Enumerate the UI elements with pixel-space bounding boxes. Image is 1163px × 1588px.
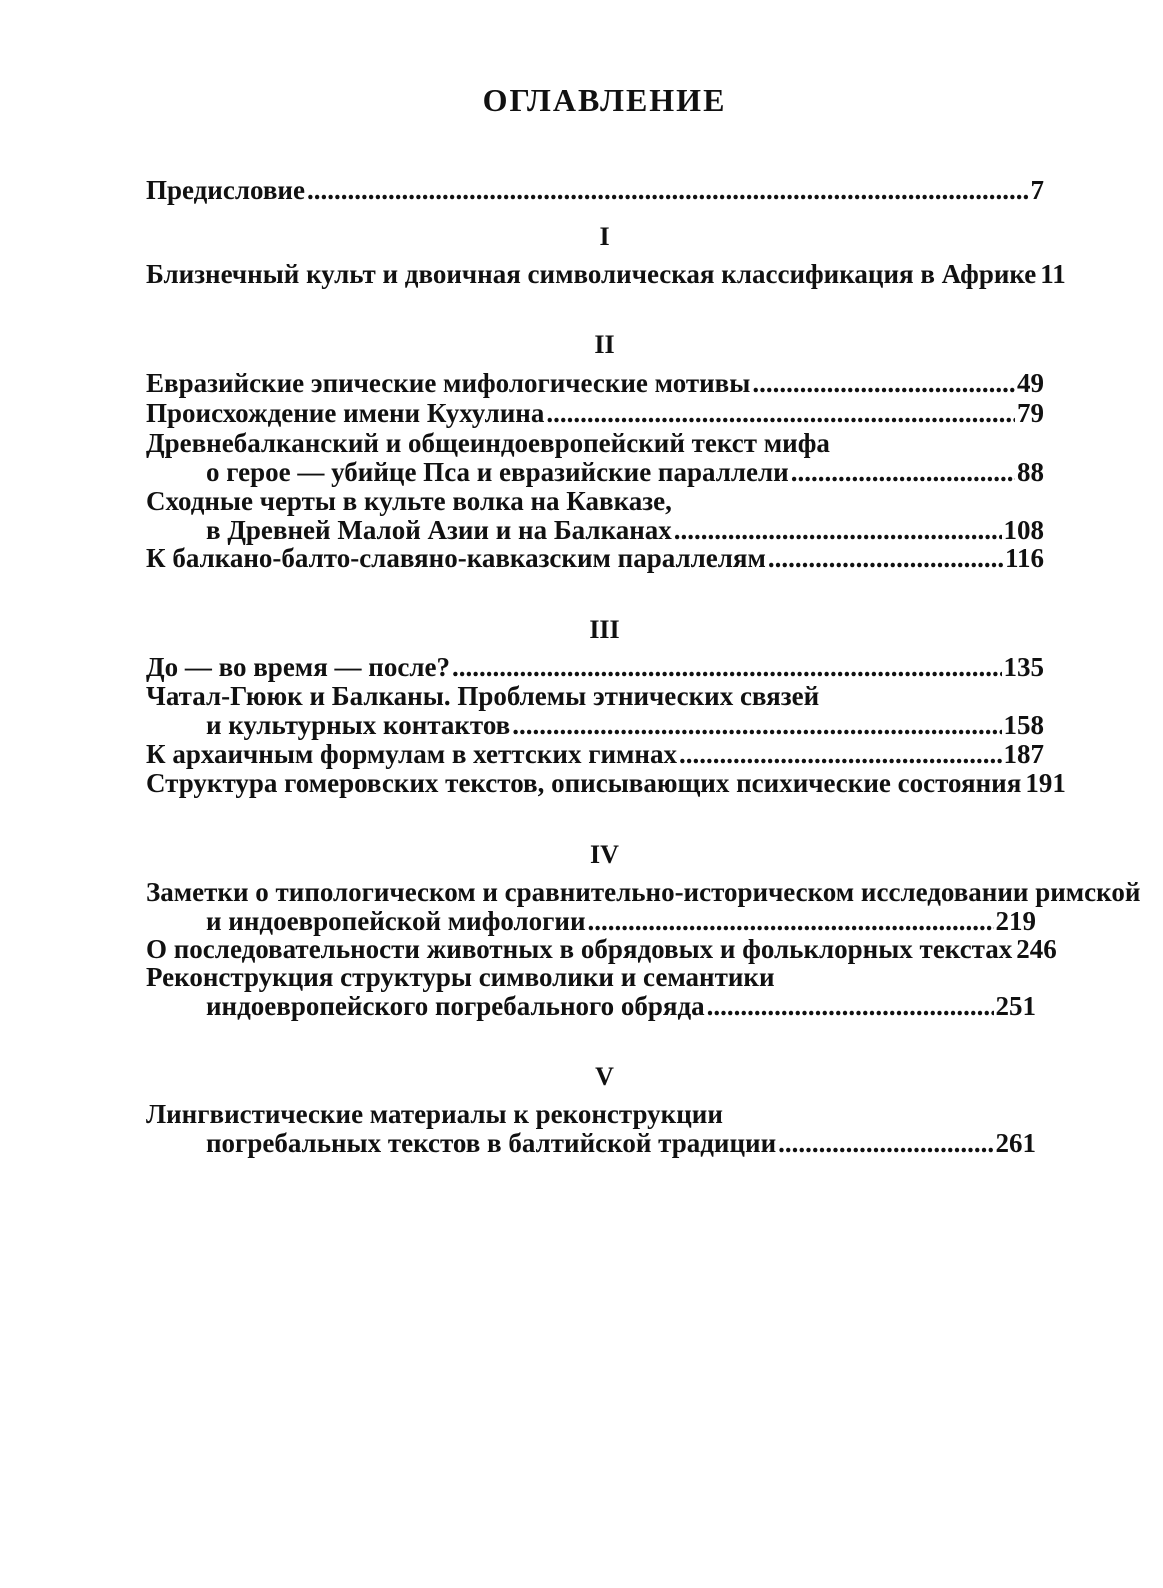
toc-entry-text: в Древней Малой Азии и на Балканах bbox=[206, 515, 672, 545]
toc-entry[interactable] bbox=[146, 366, 1044, 400]
toc-entry-text: Сходные черты в культе волка на Кавказе, bbox=[146, 486, 672, 516]
toc-page-number: 261 bbox=[995, 1128, 1036, 1158]
toc-page-number: 246 bbox=[1016, 934, 1057, 964]
toc-page-number: 158 bbox=[1003, 710, 1044, 740]
toc-entry-line-2[interactable] bbox=[206, 1126, 1036, 1160]
toc-entry-line-2[interactable] bbox=[206, 989, 1036, 1023]
toc-entry-text: Лингвистические материалы к реконструкции bbox=[146, 1099, 723, 1129]
toc-entry-text: и индоевропейской мифологии bbox=[206, 906, 586, 936]
dot-leader bbox=[546, 396, 1015, 430]
toc-entry-text: Предисловие bbox=[146, 175, 305, 205]
toc-entry-text: К архаичным формулам в хеттских гимнах bbox=[146, 739, 677, 769]
dot-leader bbox=[307, 173, 1029, 207]
toc-entry-text: К балкано-балто-славяно-кавказским параллелям bbox=[146, 543, 766, 573]
toc-page-number: 191 bbox=[1025, 768, 1066, 798]
toc-entry-text: Структура гомеровских текстов, описывающих психические состояния bbox=[146, 768, 1022, 798]
toc-page-number: 88 bbox=[1017, 457, 1044, 487]
toc-entry-text: и культурных контактов bbox=[206, 710, 511, 740]
toc-page-number: 7 bbox=[1030, 175, 1044, 205]
toc-page-number: 251 bbox=[995, 991, 1036, 1021]
toc-page-number: 49 bbox=[1017, 368, 1044, 398]
section-numeral-4: IV bbox=[590, 840, 619, 869]
toc-page-number: 219 bbox=[995, 906, 1036, 936]
toc-entry-text: До — во время — после? bbox=[146, 652, 450, 682]
toc-page-number: 135 bbox=[1003, 652, 1044, 682]
toc-entry-text: О последовательности животных в обрядовых и фольклорных текстах bbox=[146, 934, 1013, 964]
toc-page-number: 116 bbox=[1004, 543, 1044, 573]
dot-leader bbox=[768, 541, 1003, 575]
dot-leader bbox=[707, 989, 994, 1023]
toc-entry[interactable] bbox=[146, 396, 1044, 430]
toc-entry-text: погребальных текстов в балтийской традиции bbox=[206, 1128, 777, 1158]
section-numeral-3: III bbox=[589, 615, 620, 644]
dot-leader bbox=[752, 366, 1015, 400]
toc-entry-preface[interactable] bbox=[146, 173, 1044, 207]
dot-leader bbox=[778, 1126, 993, 1160]
toc-entry-text: о герое — убийце Пса и евразийские параллели bbox=[206, 457, 789, 487]
section-numeral-1: I bbox=[599, 222, 610, 251]
toc-entry-text: индоевропейского погребального обряда bbox=[206, 991, 705, 1021]
toc-entry-text: Происхождение имени Кухулина bbox=[146, 398, 545, 428]
section-numeral-2: II bbox=[594, 330, 615, 359]
toc-page-number: 79 bbox=[1017, 398, 1044, 428]
toc-page-number: 108 bbox=[1003, 515, 1044, 545]
toc-entry-text: Реконструкция структуры символики и семантики bbox=[146, 962, 775, 992]
toc-entry[interactable] bbox=[146, 541, 1044, 575]
toc-entry-text: Заметки о типологическом и сравнительно-историческом исследовании римской bbox=[146, 877, 1141, 907]
page-title: ОГЛАВЛЕНИЕ bbox=[482, 82, 727, 118]
toc-entry-text: Евразийские эпические мифологические мотивы bbox=[146, 368, 751, 398]
section-numeral-5: V bbox=[595, 1062, 614, 1091]
toc-entry-text: Близнечный культ и двоичная символическая классификация в Африке bbox=[146, 259, 1037, 289]
toc-entry-text: Чатал-Гююк и Балканы. Проблемы этнических связей bbox=[146, 681, 820, 711]
toc-page-number: 187 bbox=[1003, 739, 1044, 769]
toc-page-number: 11 bbox=[1040, 259, 1066, 289]
toc-entry[interactable] bbox=[146, 257, 1066, 291]
toc-entry-text: Древнебалканский и общеиндоевропейский текст мифа bbox=[146, 428, 830, 458]
toc-entry[interactable] bbox=[146, 766, 1066, 800]
